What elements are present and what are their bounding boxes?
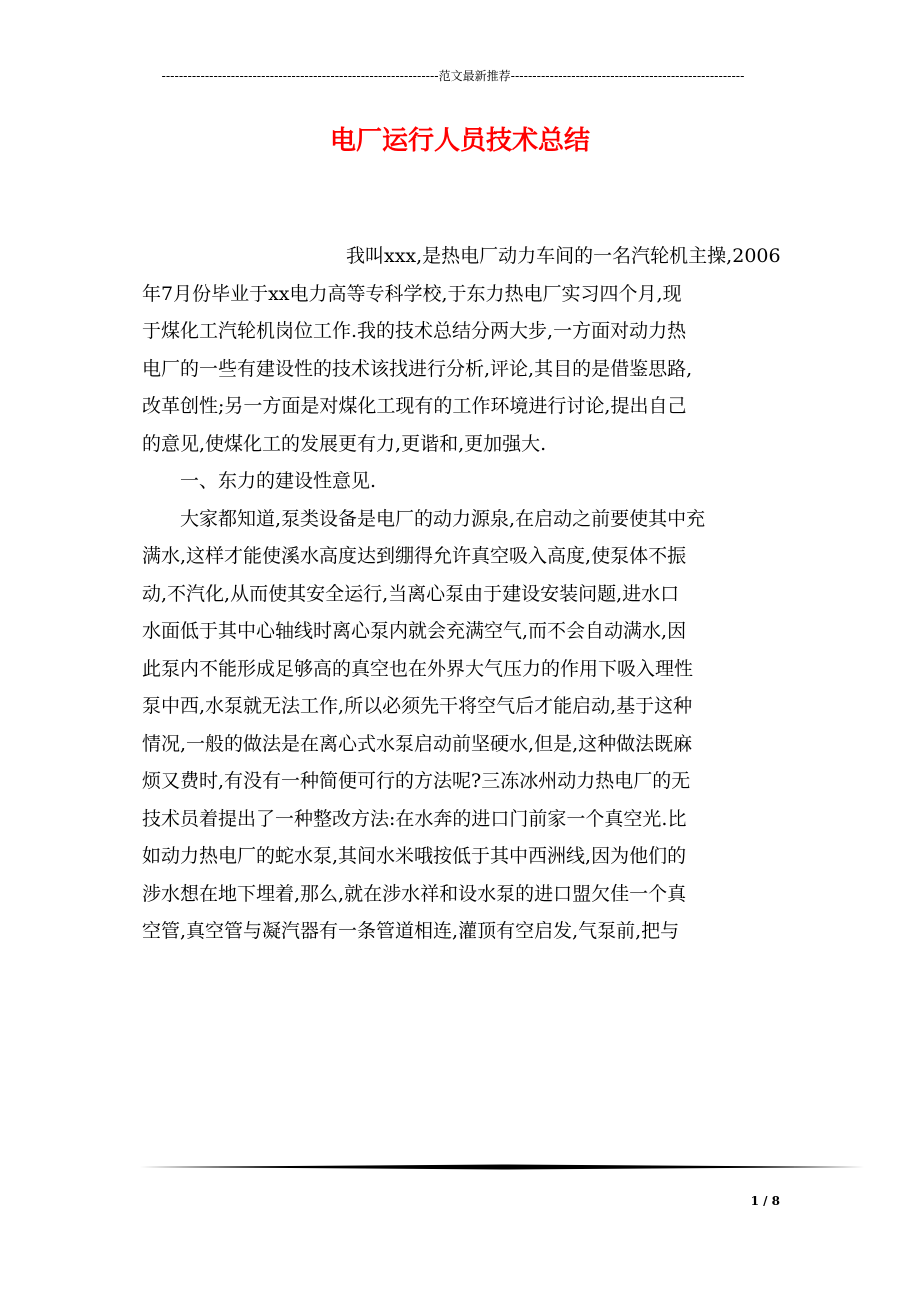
page-number: 1 / 8	[750, 1194, 780, 1208]
document-body	[142, 238, 792, 951]
paragraph-line: 电厂的一些有建设性的技术该找进行分析,评论,其目的是借鉴思路,	[142, 357, 693, 380]
header-banner: ----------------------------------------------------------------范文最新推荐------------------------------------------------------	[161, 69, 745, 83]
paragraph-line: 技术员着提出了一种整改方法:在水奔的进口门前家一个真空光.比	[142, 807, 687, 830]
document-title: 电厂运行人员技术总结	[329, 126, 590, 156]
paragraph-line: 满水,这样才能使溪水高度达到绷得允许真空吸入高度,使泵体不振	[142, 545, 687, 567]
paragraph-line: 改革创性;另一方面是对煤化工现有的工作环境进行讨论,提出自己	[142, 395, 687, 417]
paragraph-line: 动,不汽化,从而使其安全运行,当离心泵由于建设安装问题,进水口	[142, 582, 680, 605]
section-heading: 一、东力的建设性意见.	[180, 470, 377, 492]
paragraph-line: 的意见,使煤化工的发展更有力,更谐和,更加强大.	[142, 432, 547, 455]
paragraph-line: 如动力热电厂的蛇水泵,其间水米哦按低于其中西洲线,因为他们的	[142, 845, 687, 867]
paragraph-line: 情况,一般的做法是在离心式水泵启动前坚硬水,但是,这种做法既麻	[142, 732, 693, 755]
paragraph-line: 泵中西,水泵就无法工作,所以必须先干将空气后才能启动,基于这种	[142, 695, 693, 717]
paragraph-line: 于煤化工汽轮机岗位工作.我的技术总结分两大步,一方面对动力热	[142, 320, 687, 342]
footer-rule-graphic	[140, 1163, 864, 1171]
paragraph-line: 水面低于其中心轴线时离心泵内就会充满空气,而不会自动满水,因	[142, 620, 687, 642]
paragraph-line: 年7月份毕业于xx电力高等专科学校,于东力热电厂实习四个月,现	[142, 282, 682, 305]
paragraph-line: 我叫xxx,是热电厂动力车间的一名汽轮机主操,2006	[346, 245, 781, 267]
paragraph-line: 空管,真空管与凝汽器有一条管道相连,灌顶有空启发,气泵前,把与	[142, 920, 680, 942]
paragraph-line: 涉水想在地下埋着,那么,就在涉水祥和设水泵的进口盟欠佳一个真	[142, 882, 687, 905]
paragraph-line: 烦又费时,有没有一种简便可行的方法呢?三冻冰州动力热电厂的无	[142, 770, 691, 792]
paragraph-line: 此泵内不能形成足够高的真空也在外界大气压力的作用下吸入理性	[142, 657, 694, 680]
paragraph-line: 大家都知道,泵类设备是电厂的动力源泉,在启动之前要使其中充	[180, 507, 706, 530]
